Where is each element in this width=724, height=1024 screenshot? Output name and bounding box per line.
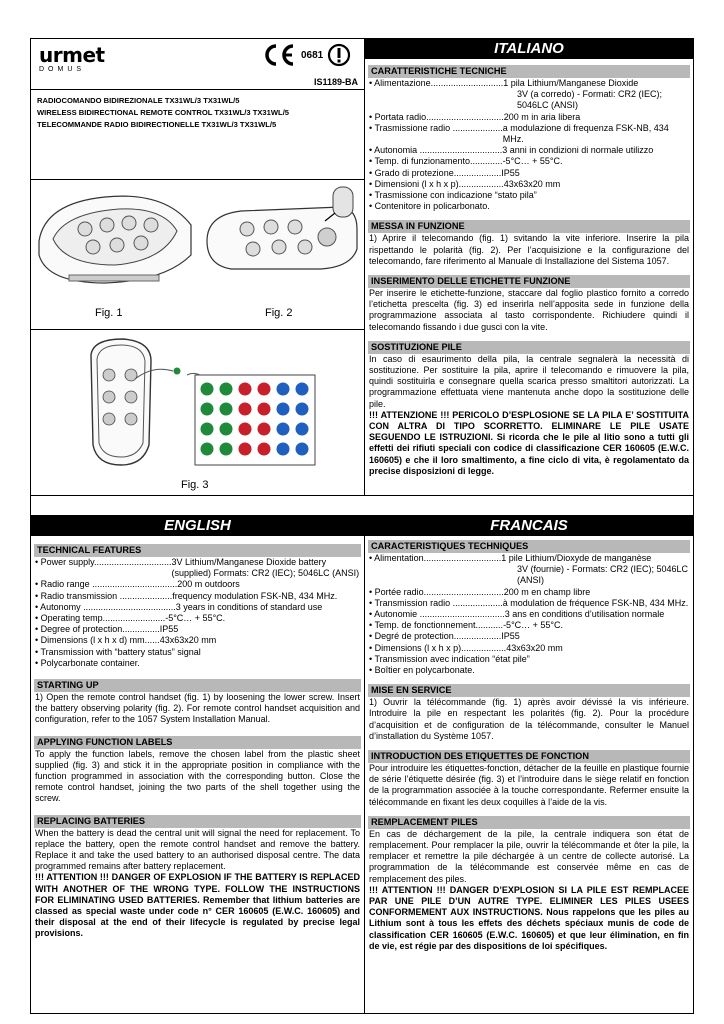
en-labels-text: To apply the function labels, remove the chosen label from the plastic sheet supplied (fig. 3) and stick it in the appropriate position in compliance with the function programmed in association with the corresponding button. Close the remote control handset, joining the two parts of the shell together using the screw. (35, 748, 360, 804)
function-label-sticker (220, 383, 233, 396)
en-labels-heading: APPLYING FUNCTION LABELS (34, 736, 361, 749)
english-section (31, 516, 364, 1013)
alert-class-icon (327, 43, 351, 67)
en-battery-text: When the battery is dead the central unit will signal the need for replacement. To replace the battery, open the remote control handset and remove the battery. Replace it and take the used battery to an authorised disposal centre. The data programmed remains after battery replacement. (35, 827, 360, 872)
figure-2-drawing (201, 185, 361, 303)
function-label-sticker (239, 443, 252, 456)
function-label-sticker (296, 443, 309, 456)
it-tech-heading: CARATTERISTICHE TECNICHE (368, 65, 690, 78)
function-label-sticker (258, 423, 271, 436)
notified-body-number: 0681 (301, 49, 324, 61)
function-label-sticker (277, 423, 290, 436)
figure-2-caption: Fig. 2 (265, 307, 293, 319)
bottom-frame (31, 515, 693, 1013)
function-label-sticker (201, 383, 214, 396)
it-labels-heading: INSERIMENTO DELLE ETICHETTE FUNZIONE (368, 275, 690, 288)
fr-startup-heading: MISE EN SERVICE (368, 684, 690, 697)
instruction-sheet (30, 38, 694, 1014)
en-battery-heading: REPLACING BATTERIES (34, 815, 361, 828)
function-label-sticker (296, 383, 309, 396)
italiano-section (365, 39, 693, 495)
fr-startup-text: 1) Ouvrir la télécommande (fig. 1) après avoir dévissé la vis inférieure. Introduire la pile en respectant les polarités (fig. 2). Pour la procédure d’acquisition et de configuration de la télécommande, consulter le Manuel d’installation du Système 1057. (369, 697, 689, 741)
it-battery-warning: !!! ATTENZIONE !!! PERICOLO D’ESPLOSIONE SE LA PILA E’ SOSTITUITA CON ALTRA DI TIPO SCORRETTO. ELIMINARE LE PILE USATE SEGUENDO LE ISTRUZIONI. Si ricorda che le pile al litio sono a tutti gli effetti dei rifiuti speciali con codice di classificazione CER 160605 (E.W.C. 160605) e che il loro smaltimento, a fine ciclo di vita, è regolamentato da precise disposizioni di legge. (369, 409, 689, 476)
francais-title: FRANCAIS (365, 516, 693, 536)
top-frame (31, 39, 693, 495)
logo-main-text: urmet (39, 43, 105, 67)
title-it: RADIOCOMANDO BIDIREZIONALE TX31WL/3 TX31WL/5 (37, 96, 240, 105)
francais-section (365, 516, 693, 1013)
function-label-sticker (277, 383, 290, 396)
function-label-sticker (220, 443, 233, 456)
ce-icon (261, 43, 297, 67)
title-fr: TELECOMMANDE RADIO BIDIRECTIONELLE TX31WL/3 TX31WL/5 (37, 120, 277, 129)
function-label-sticker (201, 403, 214, 416)
figure-3-drawing (83, 335, 323, 469)
function-label-sticker (296, 423, 309, 436)
figure-3-caption: Fig. 3 (181, 479, 209, 491)
function-label-sticker (277, 403, 290, 416)
product-titles (37, 95, 289, 131)
it-battery-text: In caso di esaurimento della pila, la centrale segnalerà la necessità di sostituzione. Per sostituire la pila, aprire il telecomando e rimuovere la pila, quindi sostituirla e consegnare quella scarica presso smaltitori autorizzati. La programmazione effettuata viene mantenuta anche dopo la sostituzione delle pile. (369, 353, 689, 409)
function-label-sticker (296, 403, 309, 416)
fr-spec-list: • Alimentation............................... 1 pile Lithium/Dioxyde de manganèse 3V (fournie) - Formats: CR2 (IEC); 5046LC (ANSI) • Portée radio................................ 200 m en champ libre • Transmission radio .................... à modulation de fréquence FSK-NB, 434 MHz. • Autonomie .................................. 3 ans en conditions d’utilisation normale • Temp. de fonctionnement........... -5°C… + 55°C. • Degré de protection................... IP55 • Dimensions (l x h x p).................. 43x63x20 mm • Transmission avec indication “état pile” • Boîtier en polycarbonate. (369, 553, 689, 676)
function-label-sticker (201, 443, 214, 456)
logo-sub-text: DOMUS (39, 66, 86, 73)
fr-battery-text: En cas de déchargement de la pile, la centrale indiquera son état de remplacement. Pour remplacer la pile, ouvrir la télécommande et ôter la pile, la remplacer et remettre la pile déchargée à un centre de collecte autorisé. La programmation de la télécommande est conservée même en cas de remplacement des piles. (369, 828, 689, 884)
it-startup-text: 1) Aprire il telecomando (fig. 1) svitando la vite inferiore. Inserire la pila rispettando le polarità (fig. 2). Per l’acquisizione e la configurazione del telecomando, fare riferimento al Manuale di Installazione del Sistema 1057. (369, 233, 689, 266)
english-title: ENGLISH (31, 516, 364, 536)
fr-tech-heading: CARACTERISTIQUES TECHNIQUES (368, 540, 690, 553)
fr-battery-warning: !!! ATTENTION !!! DANGER D’EXPLOSION SI LA PILE EST REMPLACEE PAR UNE PILE D’UN AUTRE TYPE. ELIMINER LES PILES USEES CONFORMEMENT AUX INSTRUCTIONS. Nous rappelons que les piles au Lithium sont à tous les effets des déchets spéciaux munis de code de classification CER 160605 (E.W.C. 160605) et que leur élimination, en fin de vie, est régie par des dispositions de loi spécifiques. (369, 884, 689, 951)
en-spec-list: • Power supply............................... 3V Lithium/Manganese Dioxide battery (supplied) Formats: CR2 (IEC); 5046LC (ANSI) • Radio range .................................. 200 m outdoors • Radio transmission ..................... frequency modulation FSK-NB, 434 MHz. • Autonomy ..................................... 3 years in conditions of standard use • Operating temp......................... -5°C… + 55°C. • Degree of protection............... IP55 • Dimensions (l x h x d) mm...... 43x63x20 mm • Transmission with “battery status” signal • Polycarbonate container. (35, 557, 360, 668)
figure-1-caption: Fig. 1 (95, 307, 123, 319)
function-label-sticker (239, 403, 252, 416)
it-startup-heading: MESSA IN FUNZIONE (368, 220, 690, 233)
function-label-sticker (239, 383, 252, 396)
en-startup-heading: STARTING UP (34, 679, 361, 692)
function-label-sticker (201, 423, 214, 436)
function-label-sticker (258, 403, 271, 416)
fr-labels-heading: INTRODUCTION DES ETIQUETTES DE FONCTION (368, 750, 690, 763)
ce-mark (261, 43, 351, 67)
en-tech-heading: TECHNICAL FEATURES (34, 544, 361, 557)
it-spec-list: • Alimentazione............................. 1 pila Lithium/Manganese Dioxide 3V (a corredo) - Formati: CR2 (IEC); 5046LC (ANSI) • Portata radio............................... 200 m in aria libera • Trasmissione radio .................... a modulazione di frequenza FSK-NB, 434 MHz. • Autonomia ................................. 3 anni in condizioni di normale utilizzo • Temp. di funzionamento............. -5°C… + 55°C. • Grado di protezione................... IP55 • Dimensioni (l x h x p).................. 43x63x20 mm • Trasmissione con indicazione “stato pila” • Contenitore in policarbonato. (369, 78, 669, 212)
header-and-figures (31, 39, 364, 495)
title-en: WIRELESS BIDIRECTIONAL REMOTE CONTROL TX31WL/3 TX31WL/5 (37, 108, 290, 117)
function-label-sticker (220, 423, 233, 436)
it-labels-text: Per inserire le etichette-funzione, staccare dal foglio plastico fornito a corredo l’etichetta prescelta (fig. 3) ed inserirla nell’apposita sede in funzione della programmazione associata al tasto corrispondente. Richiudere quindi il telecomando fissando i due gusci con la vite. (369, 288, 689, 332)
italiano-title: ITALIANO (365, 39, 693, 59)
en-startup-text: 1) Open the remote control handset (fig. 1) by loosening the lower screw. Insert the battery observing polarity (fig. 2). For remote control handset acquisition and configuration, refer to the 1057 System Installation Manual. (35, 692, 360, 725)
en-battery-warning: !!! ATTENTION !!! DANGER OF EXPLOSION IF THE BATTERY IS REPLACED WITH ANOTHER OF THE WRONG TYPE. FOLLOW THE INSTRUCTIONS FOR ELIMINATING USED BATTERIES. Remember that lithium batteries are classed as special waste under code n° CER 160605 (E.W.C. 160605) and their disposal at the end of their lifecycle is regulated by precise legal provisions. (35, 872, 360, 939)
function-label-sticker (239, 423, 252, 436)
figure-1-drawing (35, 185, 195, 303)
function-label-sticker (258, 443, 271, 456)
it-battery-heading: SOSTITUZIONE PILE (368, 341, 690, 354)
document-code: IS1189-BA (313, 77, 358, 87)
fr-labels-text: Pour introduire les étiquettes-fonction, détacher de la feuille en plastique fournie de série l’étiquette désirée (fig. 3) et l’introduire dans le siège relatif en fonction de la programmation associée à la touche correspondante. Refermer ensuite la télécommande en fixant les deux coquilles à l’aide de la vis. (369, 763, 689, 807)
urmet-logo (39, 45, 105, 73)
fr-battery-heading: REMPLACEMENT PILES (368, 816, 690, 829)
function-label-sticker (258, 383, 271, 396)
function-label-sticker (220, 403, 233, 416)
function-label-sticker (277, 443, 290, 456)
